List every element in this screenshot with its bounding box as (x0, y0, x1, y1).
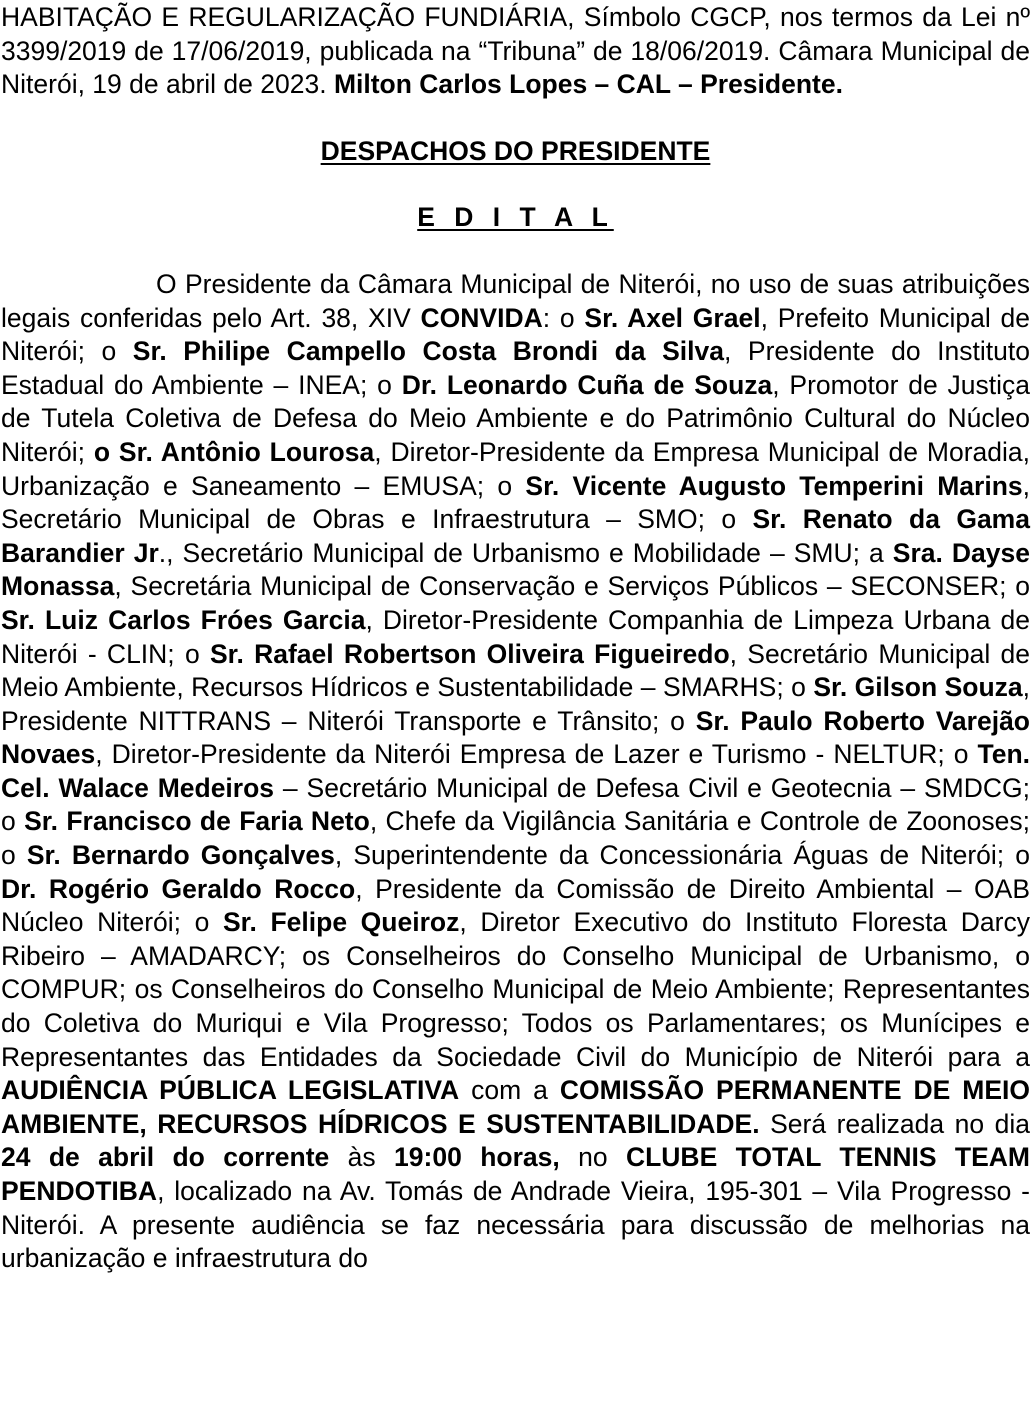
bold-text-run: Sr. Axel Grael (584, 302, 761, 333)
text-run: , Secretário Municipal de Obras e Infraestrutura – SMO; o (1, 470, 1030, 535)
bold-text-run: Sr. Renato da Gama Barandier Jr (1, 504, 1030, 568)
text-run: , Secretária Municipal de Conservação e Serviços Públicos – SECONSER; o (114, 571, 1030, 602)
bold-text-run: o Sr. Antônio Lourosa (93, 436, 375, 467)
text-run: , Diretor-Presidente da Empresa Municipal de Moradia, Urbanização e Saneamento – EMUSA; o (1, 436, 1031, 501)
bold-text-run: Milton Carlos Lopes – CAL – Presidente. (333, 69, 843, 100)
text-run: no (559, 1142, 626, 1173)
text-run: às (329, 1142, 395, 1173)
bold-text-run: Sr. Philipe Campello Costa Brondi da Silva (132, 336, 724, 367)
text-run: , Superintendente da Concessionária Águas de Niterói; o (334, 840, 1030, 871)
bold-text-run: Sr. Rafael Robertson Oliveira Figueiredo (209, 638, 730, 669)
bold-text-run: Dr. Leonardo Cuña de Souza (401, 369, 773, 400)
text-run: : o (542, 302, 585, 333)
text-run: , Promotor de Justiça de Tutela Coletiva de Defesa do Meio Ambiente e do Patrimônio Cultural do Núcleo Niterói; (1, 369, 1030, 467)
text-run: com a (459, 1075, 560, 1106)
bold-text-run: Sr. Bernardo Gonçalves (26, 840, 335, 871)
bold-text-run: Ten. Cel. Walace Medeiros (1, 739, 1030, 803)
bold-text-run: AUDIÊNCIA PÚBLICA LEGISLATIVA (1, 1075, 460, 1106)
bold-text-run: COMISSÃO PERMANENTE DE MEIO AMBIENTE, RECURSOS HÍDRICOS E SUSTENTABILIDADE. (1, 1075, 1030, 1139)
bold-text-run: Sr. Felipe Queiroz (223, 907, 460, 938)
section-heading-edital: E D I T A L (417, 202, 614, 233)
bold-text-run: Sr. Luiz Carlos Fróes Garcia (1, 604, 366, 635)
text-run: , localizado na Av. Tomás de Andrade Vieira, 195-301 – Vila Progresso - Niterói. A presente audiência se faz necessária para discussão de melhorias na urbanização e infraestrutura do (1, 1176, 1030, 1274)
bold-text-run: Dr. Rogério Geraldo Rocco (1, 873, 356, 904)
bold-text-run: Sr. Francisco de Faria Neto (24, 806, 370, 837)
bold-text-run: Sr. Paulo Roberto Varejão Novaes (1, 705, 1030, 770)
bold-text-run: CONVIDA (420, 302, 543, 333)
document-page (0, 1, 1033, 1415)
bold-text-run: 19:00 horas, (394, 1142, 560, 1173)
bold-text-run: Sra. Dayse Monassa (1, 537, 1030, 602)
text-run: , Presidente da Comissão de Direito Ambiental – OAB Núcleo Niterói; o (1, 873, 1031, 938)
text-run: , Diretor-Presidente da Niterói Empresa de Lazer e Turismo - NELTUR; o (95, 739, 978, 770)
section-heading-despachos: DESPACHOS DO PRESIDENTE (320, 135, 711, 166)
text-run: , Presidente NITTRANS – Niterói Transporte e Trânsito; o (1, 672, 1030, 736)
text-run: , Chefe da Vigilância Sanitária e Controle de Zoonoses; o (1, 806, 1030, 871)
text-run: , Diretor Executivo do Instituto Floresta Darcy Ribeiro – AMADARCY; os Conselheiros do Conselho Municipal de Urbanismo, o COMPUR; os Conselheiros do Conselho Municipal de Meio Ambiente; Representantes do Coletiva do Muriqui e Vila Progresso; Todos os Parlamentares; os Munícipes e Representantes das Entidades da Sociedade Civil do Município de Niterói para a (1, 907, 1030, 1072)
text-run: ., Secretário Municipal de Urbanismo e Mobilidade – SMU; a (158, 537, 893, 568)
text-run: , Secretário Municipal de Meio Ambiente, Recursos Hídricos e Sustentabilidade – SMARHS; o (1, 638, 1030, 703)
text-run: HABITAÇÃO E REGULARIZAÇÃO FUNDIÁRIA, Símbolo CGCP, nos termos da Lei nº 3399/2019 de 17/06/2019, publicada na “Tribuna” de 18/06/2019. Câmara Municipal de Niterói, 19 de abril de 2023. (1, 2, 1030, 100)
closing-paragraph (1, 1, 1030, 102)
text-run: , Diretor-Presidente Companhia de Limpeza Urbana de Niterói - CLIN; o (1, 604, 1031, 669)
text-run: O Presidente da Câmara Municipal de Niterói, no uso de suas atribuições legais conferidas pelo Art. 38, XIV (1, 268, 1030, 333)
edital-paragraph (1, 268, 1030, 1276)
text-run: – Secretário Municipal de Defesa Civil e Geotecnia – SMDCG; o (1, 772, 1030, 837)
bold-text-run: 24 de abril do corrente (1, 1142, 330, 1173)
bold-text-run: CLUBE TOTAL TENNIS TEAM PENDOTIBA (1, 1142, 1031, 1206)
text-run: Será realizada no dia (759, 1108, 1030, 1139)
text-run: , Presidente do Instituto Estadual do Ambiente – INEA; o (1, 336, 1030, 400)
bold-text-run: Sr. Gilson Souza (813, 672, 1023, 703)
text-run: , Prefeito Municipal de Niterói; o (1, 302, 1030, 367)
bold-text-run: Sr. Vicente Augusto Temperini Marins (525, 470, 1023, 501)
